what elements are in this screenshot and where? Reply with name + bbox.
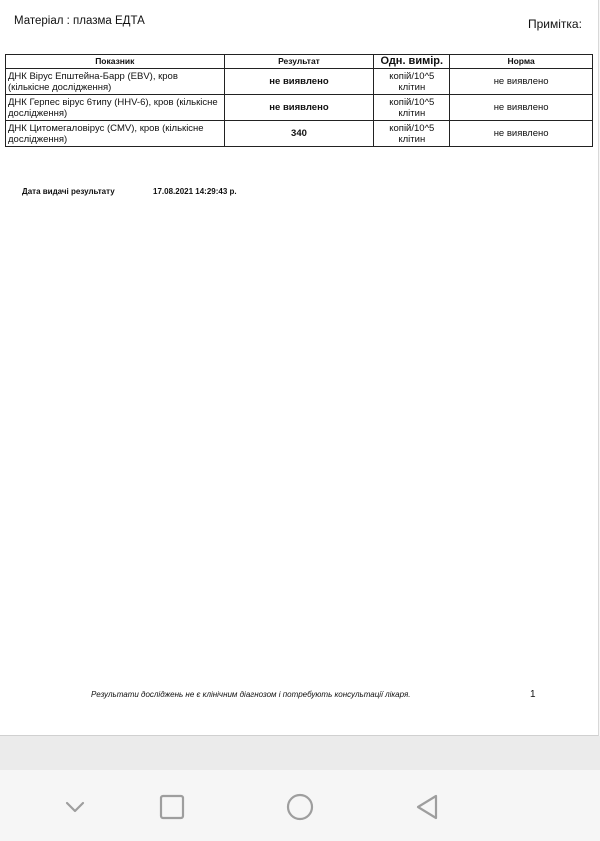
- indicator-cell: ДНК Вірус Епштейна-Барр (EBV), кров (кількісне дослідження): [6, 69, 225, 95]
- disclaimer-note: Результати досліджень не є клінічним діагнозом і потребують консультації лікаря.: [91, 690, 411, 699]
- units-cell: копій/10^5 клітин: [374, 69, 450, 95]
- column-header-result: Результат: [224, 55, 374, 69]
- chevron-down-icon: [60, 792, 90, 822]
- result-cell: не виявлено: [224, 69, 374, 95]
- circle-icon: [285, 792, 315, 822]
- table-row: [6, 95, 593, 121]
- nav-back-button[interactable]: [412, 792, 442, 822]
- viewer-background: [0, 736, 600, 770]
- material-label: Матеріал : плазма ЕДТА: [14, 15, 145, 27]
- nav-home-button[interactable]: [285, 792, 315, 822]
- norm-cell: не виявлено: [450, 121, 593, 147]
- column-header-indicator: Показник: [6, 55, 225, 69]
- column-header-norm: Норма: [450, 55, 593, 69]
- issue-date-value: 17.08.2021 14:29:43 р.: [153, 187, 237, 196]
- note-label: Примітка:: [528, 17, 582, 31]
- units-cell: копій/10^5 клітин: [374, 95, 450, 121]
- square-icon: [157, 792, 187, 822]
- norm-cell: не виявлено: [450, 69, 593, 95]
- table-header-row: [6, 55, 593, 69]
- indicator-cell: ДНК Цитомегаловірус (CMV), кров (кількісне дослідження): [6, 121, 225, 147]
- system-navigation-bar: [0, 770, 600, 841]
- page-number: 1: [530, 689, 536, 700]
- nav-collapse-button[interactable]: [60, 792, 90, 822]
- result-cell: 340: [224, 121, 374, 147]
- back-triangle-icon: [412, 792, 442, 822]
- results-table: [5, 54, 593, 147]
- table-row: [6, 69, 593, 95]
- nav-recents-button[interactable]: [157, 792, 187, 822]
- column-header-units: Одн. вимір.: [374, 55, 450, 69]
- units-cell: копій/10^5 клітин: [374, 121, 450, 147]
- norm-cell: не виявлено: [450, 95, 593, 121]
- table-row: [6, 121, 593, 147]
- indicator-cell: ДНК Герпес вірус 6типу (HHV-6), кров (кількісне дослідження): [6, 95, 225, 121]
- result-cell: не виявлено: [224, 95, 374, 121]
- issue-date-label: Дата видачі результату: [22, 187, 115, 196]
